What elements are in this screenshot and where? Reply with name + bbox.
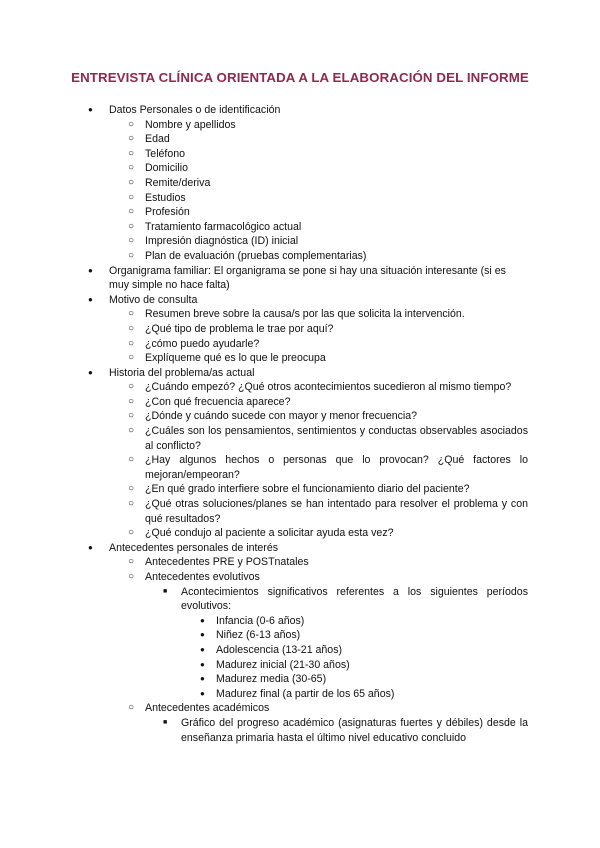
list-item (0, 118, 600, 133)
list-item-text: Teléfono (145, 147, 186, 160)
bullet-disc-icon: ● (200, 644, 205, 654)
document-body (0, 103, 600, 745)
list-item-text: ¿Dónde y cuándo sucede con mayor y menor frecuencia? (145, 410, 418, 423)
bullet-square-icon: ■ (163, 587, 168, 595)
list-item (0, 687, 600, 702)
bullet-disc-icon: ● (200, 659, 205, 669)
bullet-circle-icon: ○ (128, 249, 135, 261)
bullet-circle-icon: ○ (128, 322, 135, 334)
list-item (0, 526, 600, 541)
list-item (0, 380, 600, 395)
bullet-circle-icon: ○ (128, 498, 135, 510)
list-item-label: Motivo de consulta (109, 293, 198, 306)
list-item-text: Antecedentes PRE y POSTnatales (145, 556, 309, 569)
bullet-circle-icon: ○ (128, 410, 135, 422)
bullet-circle-icon: ○ (128, 483, 135, 495)
list-item-text: Infancia (0-6 años) (216, 614, 305, 627)
list-item-text: ¿Qué condujo al paciente a solicitar ayuda esta vez? (145, 527, 394, 540)
list-item (0, 322, 600, 337)
bullet-circle-icon: ○ (128, 381, 135, 393)
list-item-label: Datos Personales o de identificación (109, 104, 281, 116)
bullet-circle-icon: ○ (128, 133, 135, 145)
page-title: ENTREVISTA CLÍNICA ORIENTADA A LA ELABORACIÓN DEL INFORME (71, 70, 529, 85)
list-item (0, 351, 600, 366)
list-item (0, 307, 600, 322)
bullet-disc-icon: ● (200, 630, 205, 640)
bullet-circle-icon: ○ (128, 147, 135, 159)
list-item-datos-personales (0, 103, 600, 118)
list-item (0, 337, 600, 352)
bullet-circle-icon: ○ (128, 702, 135, 714)
list-item-text: Domicilio (145, 162, 188, 175)
list-item (0, 220, 600, 235)
bullet-disc-icon: ● (200, 674, 205, 684)
list-item-text: Nombre y apellidos (145, 118, 236, 131)
bullet-disc-icon: ● (200, 615, 205, 625)
list-item (0, 701, 600, 716)
list-item (0, 672, 600, 687)
list-item-text: ¿cómo puedo ayudarle? (145, 337, 260, 350)
list-item-text: Niñez (6-13 años) (216, 629, 301, 642)
list-item-text: Acontecimientos significativos referentes a los siguientes períodos evolutivos: (181, 585, 528, 613)
bullet-disc-icon: ● (200, 688, 205, 698)
bullet-circle-icon: ○ (128, 206, 135, 218)
list-item (0, 716, 600, 745)
list-item-text: Madurez inicial (21-30 años) (216, 658, 350, 671)
list-item (0, 191, 600, 206)
list-item (0, 570, 600, 585)
list-item-text: Madurez media (30-65) (216, 673, 327, 686)
list-item-text: Antecedentes evolutivos (145, 571, 260, 583)
list-item-motivo-consulta (0, 293, 600, 308)
bullet-circle-icon: ○ (128, 176, 135, 188)
list-item-text: Tratamiento farmacológico actual (145, 220, 302, 233)
list-item (0, 628, 600, 643)
list-item-text: Gráfico del progreso académico (asignaturas fuertes y débiles) desde la enseñanza primaria hasta el último nivel educativo concluido (181, 716, 528, 744)
list-item (0, 395, 600, 410)
list-item-text: Impresión diagnóstica (ID) inicial (145, 235, 299, 248)
bullet-circle-icon: ○ (128, 337, 135, 349)
list-item (0, 409, 600, 424)
list-item (0, 176, 600, 191)
list-item-text: Madurez final (a partir de los 65 años) (216, 687, 395, 700)
list-item (0, 497, 600, 526)
list-item-text: Remite/deriva (145, 176, 211, 189)
bullet-disc-icon: ● (88, 542, 93, 552)
bullet-circle-icon: ○ (128, 235, 135, 247)
list-item-historia (0, 366, 600, 381)
list-item (0, 132, 600, 147)
list-item (0, 453, 600, 482)
bullet-circle-icon: ○ (128, 352, 135, 364)
list-item-label: Organigrama familiar: El organigrama se pone si hay una situación interesante (si es muy simple no hace falta) (109, 264, 506, 292)
bullet-circle-icon: ○ (128, 308, 135, 320)
list-item (0, 205, 600, 220)
list-item-text: Resumen breve sobre la causa/s por las que solicita la intervención. (145, 308, 465, 321)
list-item (0, 555, 600, 570)
list-item-text: ¿Qué tipo de problema le trae por aquí? (145, 322, 334, 335)
list-item (0, 234, 600, 249)
bullet-circle-icon: ○ (128, 118, 135, 130)
bullet-circle-icon: ○ (128, 395, 135, 407)
list-item (0, 482, 600, 497)
bullet-disc-icon: ● (88, 265, 93, 275)
list-item (0, 614, 600, 629)
bullet-disc-icon: ● (88, 105, 93, 114)
list-item (0, 161, 600, 176)
list-item-label: Historia del problema/as actual (109, 366, 255, 379)
list-item-label: Antecedentes personales de interés (109, 541, 279, 554)
bullet-circle-icon: ○ (128, 162, 135, 174)
list-item-text: Edad (145, 133, 170, 146)
list-item-text: Estudios (145, 191, 186, 204)
bullet-circle-icon: ○ (128, 220, 135, 232)
bullet-circle-icon: ○ (128, 571, 135, 582)
list-item-text: Explíqueme qué es lo que le preocupa (145, 352, 326, 365)
list-item-text: Profesión (145, 206, 190, 219)
list-item-text: ¿Con qué frecuencia aparece? (145, 395, 291, 408)
bullet-disc-icon: ● (88, 294, 93, 304)
bullet-disc-icon: ● (88, 367, 93, 377)
list-item (0, 643, 600, 658)
bullet-circle-icon: ○ (128, 191, 135, 203)
bullet-circle-icon: ○ (128, 527, 135, 539)
list-item-antecedentes (0, 541, 600, 556)
list-item-text: ¿Qué otras soluciones/planes se han intentado para resolver el problema y con qué resultados? (145, 498, 528, 525)
bullet-circle-icon: ○ (128, 425, 135, 437)
list-item (0, 658, 600, 673)
list-item-text: ¿Hay algunos hechos o personas que lo provocan? ¿Qué factores lo mejoran/empeoran? (145, 454, 528, 481)
list-item-text: Antecedentes académicos (145, 702, 270, 715)
list-item (0, 424, 600, 453)
list-item-text: ¿Cuándo empezó? ¿Qué otros acontecimientos sucedieron al mismo tiempo? (145, 381, 512, 394)
list-item-organigrama (0, 264, 600, 293)
list-item (0, 249, 600, 264)
list-item-text: Plan de evaluación (pruebas complementarias) (145, 249, 367, 262)
list-item (0, 585, 600, 614)
bullet-circle-icon: ○ (128, 556, 135, 568)
bullet-circle-icon: ○ (128, 454, 135, 466)
list-item-text: Adolescencia (13-21 años) (216, 643, 343, 656)
list-item-text: ¿Cuáles son los pensamientos, sentimientos y conductas observables asociados al conflicto? (145, 425, 528, 452)
list-item-text: ¿En qué grado interfiere sobre el funcionamiento diario del paciente? (145, 483, 470, 496)
list-item (0, 147, 600, 162)
bullet-square-icon: ■ (163, 718, 168, 726)
